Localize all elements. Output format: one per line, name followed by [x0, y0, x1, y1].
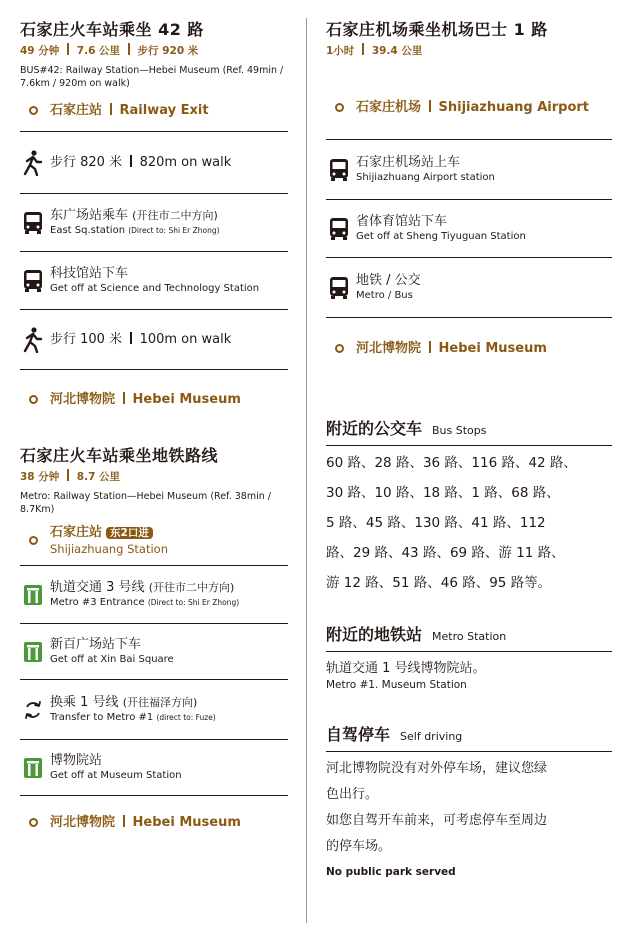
entrance-badge: 东2口进	[106, 527, 153, 539]
step-origin: 石家庄机场 Shijiazhuang Airport	[326, 58, 612, 140]
route-metro	[20, 446, 288, 848]
step-board-bus: 石家庄机场站上车 Shijiazhuang Airport station	[326, 140, 612, 200]
step-board-bus: 东广场站乘车 (开往市二中方向) East Sq.station (Direct to: Shi Er Zhong)	[20, 194, 288, 252]
step-museum-station: 博物院站 Get off at Museum Station	[20, 740, 288, 796]
step-walk: 步行 100 米 100m on walk	[20, 310, 288, 370]
bus-line-list: 60 路、28 路、36 路、116 路、42 路、 30 路、10 路、18 路、1 路、68 路、 5 路、45 路、130 路、41 路、112 路、29 路、43 路、69 路、游 11 路、 游 12 路、51 路、46 路、95 路等。	[326, 455, 577, 591]
metro-icon	[20, 641, 46, 663]
route-meta: 49 分钟 7.6 公里 步行 920 米	[20, 45, 199, 57]
bus-icon	[20, 269, 46, 293]
section-heading: 自驾停车 Self driving	[326, 722, 612, 752]
step-origin: 石家庄站 东2口进 Shijiazhuang Station	[20, 516, 288, 566]
metro-icon	[20, 757, 46, 779]
section-heading: 附近的公交车 Bus Stops	[326, 416, 612, 446]
route-airport-bus	[326, 20, 612, 378]
driving-text: 河北博物院没有对外停车场，建议您绿 色出行。 如您自驾开车前来，可考虑停车至周边 的停车场。	[326, 761, 548, 854]
step-transfer: 换乘 1 号线 (开往福泽方向) Transfer to Metro #1 (direct to: Fuze)	[20, 680, 288, 740]
step-walk: 步行 820 米 820m on walk	[20, 132, 288, 194]
self-driving-section: 自驾停车 Self driving 河北博物院没有对外停车场，建议您绿 色出行。 如您自驾开车前来，可考虑停车至周边 的停车场。 No public park served	[326, 722, 612, 880]
location-pin-icon	[335, 103, 344, 112]
step-alight-bus: 省体育馆站下车 Get off at Sheng Tiyuguan Station	[326, 200, 612, 258]
right-column	[326, 0, 612, 880]
walk-icon	[20, 150, 46, 176]
location-pin-icon	[29, 395, 38, 404]
metro-icon	[20, 584, 46, 606]
step-destination: 河北博物院 Hebei Museum	[326, 318, 612, 378]
step-origin: 石家庄站 Railway Exit	[20, 90, 288, 132]
step-destination: 河北博物院 Hebei Museum	[20, 796, 288, 848]
bus-icon	[326, 217, 352, 241]
step-destination: 河北博物院 Hebei Museum	[20, 370, 288, 428]
route-description: Metro: Railway Station—Hebei Museum (Ref. 38min / 8.7Km)	[20, 491, 271, 515]
route-title: 石家庄火车站乘坐 42 路	[20, 20, 204, 39]
step-alight-bus: 科技馆站下车 Get off at Science and Technology Station	[20, 252, 288, 310]
location-pin-icon	[335, 344, 344, 353]
route-title: 石家庄机场乘坐机场巴士 1 路	[326, 20, 548, 39]
bus-icon	[326, 276, 352, 300]
route-description: BUS#42: Railway Station—Hebei Museum (Ref. 49min / 7.6km / 920m on walk)	[20, 65, 284, 89]
step-board-metro: 轨道交通 3 号线 (开往市二中方向) Metro #3 Entrance (Direct to: Shi Er Zhong)	[20, 566, 288, 624]
metro-section: 附近的地铁站 Metro Station 轨道交通 1 号线博物院站。 Metro #1. Museum Station	[326, 622, 612, 692]
bus-stops-section	[326, 416, 612, 598]
route-title: 石家庄火车站乘坐地铁路线	[20, 446, 219, 465]
step-alight-metro: 新百广场站下车 Get off at Xin Bai Square	[20, 624, 288, 680]
section-heading: 附近的地铁站 Metro Station	[326, 622, 612, 652]
location-pin-icon	[29, 106, 38, 115]
route-meta: 1小时 39.4 公里	[326, 45, 423, 57]
location-pin-icon	[29, 536, 38, 545]
route-meta: 38 分钟 8.7 公里	[20, 471, 121, 483]
route-bus-42	[20, 20, 288, 428]
column-divider	[306, 18, 307, 923]
bus-icon	[326, 158, 352, 182]
location-pin-icon	[29, 818, 38, 827]
bus-icon	[20, 211, 46, 235]
step-metro-bus: 地铁 / 公交 Metro / Bus	[326, 258, 612, 318]
transfer-icon	[20, 700, 46, 720]
left-column	[20, 0, 288, 848]
walk-icon	[20, 327, 46, 353]
